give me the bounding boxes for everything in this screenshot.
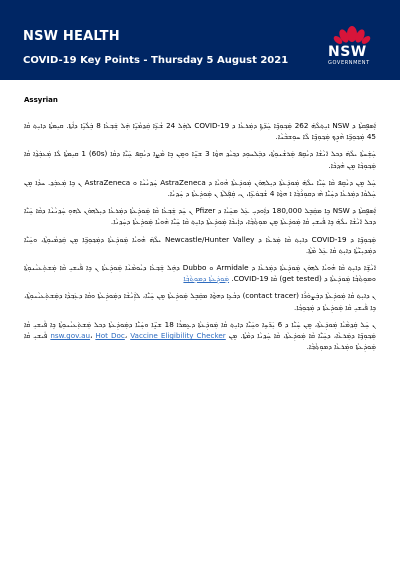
logo-subtext: GOVERNMENT xyxy=(328,60,370,66)
hot-doc-link[interactable]: Hot Doc xyxy=(95,331,125,341)
paragraph: ܢ ܕܐܝܼܬ݂ ܩܵܐ ܡܲܘܕܲܥܬܵܐ ܕܒܲܨܘܿܪܵܐ (contact tracer) ܕܒܵܥܹܐ ܕܗ̱ܘܵܐ ܡܩܲܒܸܠ ܡܲܘܕܲܥܬܵܐ ܡܸܢ ܚܲܝ̈ܵܐ، ܠܐܲܢܵܫܵܐ ܕܡܲܘܕܲܥܬܵܐ ܘܩܵܐ ܕܥܲܒ݂ܕܵܐ ܕܡܲܫܬܲܥܝܵܢܘܼܬ݂ܵܐ، ܟܹܐ ܦܵܝܫܝܼ ܩܵܐ ܡܲܘܕܲܥܬܵܐ ܕ ܡܲܟ݂ܘܼܟ݂ܵܐ. xyxy=(24,291,376,312)
paragraph-text: ܐ݇ܢܵܫܹ̈ܐ ܕܐܝܼܬ݂ ܩܵܐ ܗܵܘܝܵܐ ܠܗܘܿܢ ܡܲܘܕܲܥܬܵܐ ܕܡܲܪܥܵܐ ܕ Armidale ܘ Dubbo ܕܗܲܠ ܫܲܒ݂ܥܵܐ ܕܝܵܘܡܵܢܵܐ ܡܲܘܕܲܥܬܵܐ ܢ ܟܹܐ ܦܵܝܫܝܼ ܩܵܐ ܡܲܫܬܲܥܝܵܢܘܼܬ݂ܵܐ ܘܡܘܼܬ݂ܵܒ݂ܵܐ ܡܲܘܕܲܥܬܵܐ ܕ (get tested) ܩܵܐ COVID-19. xyxy=(24,263,376,284)
header-banner xyxy=(0,0,400,80)
paragraph: ܢ ܚܲܠ ܩܲܕ݂ܡܵܝܵܐ ܡܲܘܕܲܥܬܵܐ، ܡܸܢ ܚܲܝ̈ܵܐ ܕ 6 ܝܲܪ̈ܚܹܐ ܘܚܲܝ̈ܵܐ ܕܐܝܼܬ݂ ܩܵܐ ܡܲܘܕܲܥܬܵܐ ܕܥܸܡܪܵܐ 18 ܫܢܸ̈ܐ ܘܚܲܝ̈ܵܐ ܕܡܲܘܕܲܥܬܵܐ ܕܟܠ ܡܲܫܬܲܥܝܵܢܘܼܬ݂ܵܐ ܟܹܐ ܦܵܝܫܝܼ ܩܵܐ ܡܲܟ݂ܘܼܟ݂ܹ̈ܐ ܕܡܲܪܥܵܐ، ܕܚܲܝ̈ܵܐ ܩܵܐ ܡܲܘܕܲܥܬܵܐ، ܩܵܐ ܚܲܕ݂ܢܵܐ ܕܡܵܬ݂ܵܐ. ܡܸܢ nsw.gov.au، Hot Doc، Vaccine Eligibility Checker ܦܵܝܫܝܼ ܩܵܐ ܡܲܘܕܲܥܬܵܐ ܘܡܲܪܥܵܐ ܕܡܘܼܬ݂ܵܒ݂ܵܐ. xyxy=(24,319,377,352)
paragraph-text: ܢ ܚܲܠ ܩܲܕ݂ܡܵܝܵܐ ܡܲܘܕܲܥܬܵܐ، ܡܸܢ ܚܲܝ̈ܵܐ ܕ 6 ܝܲܪ̈ܚܹܐ ܘܚܲܝ̈ܵܐ ܕܐܝܼܬ݂ ܩܵܐ ܡܲܘܕܲܥܬܵܐ ܕܥܸܡܪܵܐ 18 ܫܢܸ̈ܐ ܘܚܲܝ̈ܵܐ ܕܡܲܘܕܲܥܬܵܐ ܕܟܠ ܡܲܫܬܲܥܝܵܢܘܼܬ݂ܵܐ ܟܹܐ ܦܵܝܫܝܼ ܩܵܐ ܡܲܟ݂ܘܼܟ݂ܹ̈ܐ ܕܡܲܪܥܵܐ، ܕܚܲܝ̈ܵܐ ܩܵܐ ܡܲܘܕܲܥܬܵܐ، ܩܵܐ ܚܲܕ݂ܢܵܐ ܕܡܵܬ݂ܵܐ. xyxy=(24,319,377,341)
nsw-government-logo xyxy=(326,22,378,78)
paragraph: ܚܲܫܲܚܬܵܐ ܝܠܵܗ̇ ܕܟܠ ܐ݇ܢܵܫܵܐ ܕܢܵܩܹܦ ܡܲܪܫܵܢܘܼܬ݂ܵܐ، ܕܒܲܠܚܘܼܕ ܕܟ݂ܝܵܕ݂ ܗ̱ܘ̣ܵܐ 3 ܫܢܸ̈ܐ ܘܡܸܢ ܟܸܐ ܡܵܨܹܐ ܕܢܵܩܸܦ ܚܲܝ̈ܵܐ ܕܩܵܐ (60s) 1 ܩܝܼܡܬ݂ܵܐ ܠܵܐ ܡܲܥܒܲܕ݂ܵܐ ܩܵܐ ܡܲܟ݂ܘܼܟ݂ܵܐ ܡܸܢ ܗܵܕ݂ܟܵܐ. xyxy=(24,149,377,170)
document-body xyxy=(24,120,376,358)
nsw-gov-link[interactable]: nsw.gov.au xyxy=(50,331,91,341)
waratah-icon xyxy=(326,22,378,46)
org-name: NSW HEALTH xyxy=(23,29,120,44)
links-intro: ܡܸܢ xyxy=(228,331,238,341)
links-outro: ܦܵܝܫܝܼ ܩܵܐ ܡܲܘܕܲܥܬܵܐ ܘܡܲܪܥܵܐ ܕܡܘܼܬ݂ܵܒ݂ܵܐ. xyxy=(24,331,376,352)
logo-text: NSW xyxy=(328,44,367,60)
paragraph xyxy=(24,262,376,284)
paragraph: ܐܲܣܦܸܩܬܵܐ ܕ NSW ܟܹܐ ܡܩܲܒܸܠ 180,000 ܕܐܲܘܕܝܼ ܥܲܠ ܡܚܲܝܵܐ ܕ Pfizer ܢ ܚܲܕ ܫܲܒ݂ܥܵܐ ܩܵܐ ܡܲܘܕܲܥܬܵܐ ܕܡܲܪܥܵܐ ܕܝܼܠܗܘܿܢ ܠܗܘܼ ܚܲܕ݂ܢܵܢܵܐ ܕܩܵܐ ܚܲܝ̈ܵܐ ܕܟܠ ܐ݇ܢܵܫܵܐ ܝܠܵܗ̇ ܟܹܐ ܦܵܝܫܝܼ ܩܵܐ ܡܲܘܕܲܥܬܵܐ ܡܸܢ ܡܘܼܬ݂ܵܒ݂ܵܐ، ܕܐܲܝܟܵܐ ܡܲܘܕܲܥܬܵܐ ܕܐܝܼܬ݂ ܩܵܐ ܚܲܝ̈ܵܐ ܗܵܘܝܵܐ ܡܲܘܕܲܥܬܵܐ ܕܚܲܕ݂ܢܵܐ. xyxy=(24,206,376,227)
vaccine-eligibility-checker-link[interactable]: Vaccine Eligibility Checker xyxy=(130,331,226,341)
language-label: Assyrian xyxy=(24,96,58,104)
paragraph: ܡܲܟ݂ܘܼܟ݂ܹ̈ܐ ܕ COVID-19 ܕܐܝܼܬ݂ ܩܵܐ ܡܲܪܥܵܐ ܕ Newcastle/Hunter Valley ܝܠܵܗ̇ ܗܵܘܝܵܐ ܡܲܘܕܲܥܬܵܐ ܕܡܲܟ݂ܘܼܟ݂ܹ̈ܐ ܡܸܢ ܩܲܕ݂ܡܵܝܘܼܬ݂ܵܐ، ܘܚܲܝ̈ܵܐ ܕܡܲܕܝܼܢ̈ܵܬ݂ܵܐ ܕܐܝܼܬ݂ ܩܵܐ ܥܲܠ ܡܵܬ݂ܵܐ. xyxy=(24,234,377,255)
paragraph: ܚܲܠ ܡܸܢ ܕܢܵܩܸܦ ܩܵܐ ܚܲܝ̈ܵܐ ܝܠܵܗ̇ ܡܲܘܕܲܥܬܵܐ ܕܝܼܠܗܘܿܢ ܡܲܘܕܲܥܬܵܐ ܗܵܘܝܵܐ ܕ AstraZeneca ܚܲܕ݂ܢܵܢܵܐ ܘ AstraZeneca ܢ ܟܹܐ ܡܲܥܒܲܕ݂. ܚܕܵܐ ܡܸܢ ܚܲܠܘܵܐ ܕܡܲܪܥܵܐ ܕܚܲܝ̈ܵܐ ܗܵܝ ܕܩܘܼܪܵܒ݂ܵܐ ܐ ܗ̱ܘܵܐ 4 ܫܵܒ݂ܘܿܥܹ̈ܐ، ܢ، ܩܲܦܲܠܬܵܐ ܢ ܡܲܘܕܲܥܬܵܐ ܕ ܚܲܕ݂ܢܵܐ. xyxy=(24,177,377,199)
paragraph: ܐܲܣܦܸܩܬܵܐ ܕ NSW ܐܝܼܬ݂ܠܵܗ̇ 262 ܡܲܟ݂ܘܼܟ݂ܹ̈ܐ ܚܲܕ̈ܬܹ݂ܐ ܕܡܲܪܥܵܐ ܕ COVID-19 ܠܗܲܠ 24 ܫܵܥܹ̈ܐ ܩܲܕ݂ܡܵܝܹ̈ܐ ܗܲܠ ܫܲܒ݂ܥܵܐ 8 ܒܲܠܵܝܹ̈ܐ ܕܐܵܬ݂ܐ. ܩܝܼܡܬ݂ܵܐ ܕܐܝܼܬ݂ ܩܵܐ 45 ܡܲܟ݂ܘܼܟ݂ܹ̈ܐ ܗܵܕܸܟ݂ ܡܲܟ݂ܘܼܟ݂ܹ̈ܐ ܠܵܐ ܚܘܼܫܒܵܢܵܐ. xyxy=(24,121,376,142)
page-title: COVID-19 Key Points - Thursday 5 August 2021 xyxy=(23,55,289,66)
get-tested-link[interactable]: ܡܲܘܕܲܥܬܵܐ ܕܡܘܼܬ݂ܵܒ݂ܵܐ xyxy=(183,274,230,284)
